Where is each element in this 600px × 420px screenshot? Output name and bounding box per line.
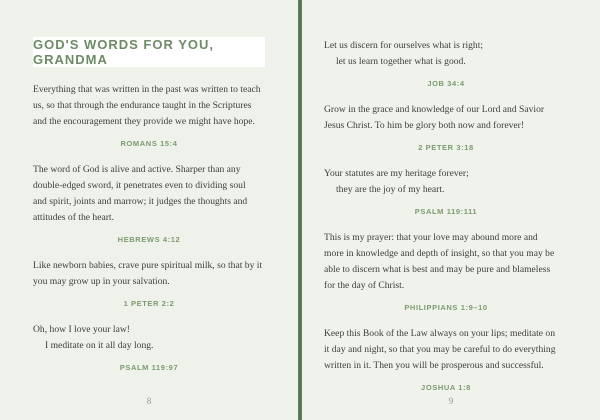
- verse-entry: [33, 322, 265, 372]
- verse-reference: PHILIPPIANS 1:9–10: [404, 303, 488, 312]
- verse-line: it day and night, so that you may be careful to do everything: [324, 344, 556, 355]
- verse-entry: [324, 166, 568, 216]
- verse-text: [33, 258, 265, 290]
- verse-line: Keep this Book of the Law always on your lips; meditate on: [324, 328, 556, 339]
- right-page-content: [324, 38, 568, 406]
- right-page: [302, 0, 600, 420]
- verse-line: let us learn together what is good.: [336, 56, 466, 67]
- verse-line: you may grow up in your salvation.: [33, 276, 170, 287]
- page-title: GOD'S WORDS FOR YOU, GRANDMA: [33, 37, 215, 67]
- verse-entry: [324, 326, 568, 392]
- verse-text: [324, 166, 568, 198]
- verse-line: attitudes of the heart.: [33, 212, 114, 223]
- verse-line: The word of God is alive and active. Sharper than any: [33, 164, 241, 175]
- verse-line: and spirit, joints and marrow; it judges the thoughts and: [33, 196, 248, 207]
- verse-entry: [33, 258, 265, 308]
- verse-line: Grow in the grace and knowledge of our Lord and Savior: [324, 104, 545, 115]
- verse-entry: [33, 162, 265, 244]
- verse-line: us, so that through the endurance taught in the Scriptures: [33, 100, 252, 111]
- verse-text: [33, 82, 265, 130]
- verse-line: more in knowledge and depth of insight, so that you may be: [324, 248, 555, 259]
- verse-entry: [324, 230, 568, 312]
- verse-reference: 1 PETER 2:2: [123, 299, 175, 308]
- verse-line: Like newborn babies, crave pure spiritual milk, so that by it: [33, 260, 263, 271]
- verse-reference: ROMANS 15:4: [120, 139, 178, 148]
- verse-line: they are the joy of my heart.: [336, 184, 445, 195]
- title-banner: [33, 37, 265, 67]
- left-page: [0, 0, 298, 420]
- verse-text: [324, 102, 568, 134]
- verse-line: able to discern what is best and may be pure and blameless: [324, 264, 551, 275]
- verse-line: for the day of Christ.: [324, 280, 405, 291]
- left-page-content: [33, 82, 265, 386]
- verse-text: [324, 38, 568, 70]
- page-number: 8: [146, 396, 152, 406]
- page-number: 9: [448, 396, 454, 406]
- verse-reference: JOB 34:4: [427, 79, 465, 88]
- verse-text: [324, 230, 568, 294]
- verse-text: [33, 162, 265, 226]
- verse-line: Let us discern for ourselves what is right;: [324, 40, 484, 51]
- verse-reference: HEBREWS 4:12: [117, 235, 181, 244]
- verse-line: I meditate on it all day long.: [45, 340, 154, 351]
- verse-reference: PSALM 119:111: [414, 207, 478, 216]
- verse-line: and the encouragement they provide we might have hope.: [33, 116, 255, 127]
- verse-entry: [324, 38, 568, 88]
- verse-reference: JOSHUA 1:8: [421, 383, 471, 392]
- verse-text: [33, 322, 265, 354]
- verse-line: written in it. Then you will be prosperous and successful.: [324, 360, 544, 371]
- verse-reference: PSALM 119:97: [119, 363, 179, 372]
- verse-line: Oh, how I love your law!: [33, 324, 130, 335]
- verse-reference: 2 PETER 3:18: [418, 143, 474, 152]
- verse-line: double-edged sword, it penetrates even to dividing soul: [33, 180, 246, 191]
- verse-entry: [33, 82, 265, 148]
- verse-line: This is my prayer: that your love may abound more and: [324, 232, 538, 243]
- verse-line: Your statutes are my heritage forever;: [324, 168, 469, 179]
- verse-entry: [324, 102, 568, 152]
- verse-line: Everything that was written in the past was written to teach: [33, 84, 261, 95]
- verse-text: [324, 326, 568, 374]
- verse-line: Jesus Christ. To him be glory both now and forever!: [324, 120, 525, 131]
